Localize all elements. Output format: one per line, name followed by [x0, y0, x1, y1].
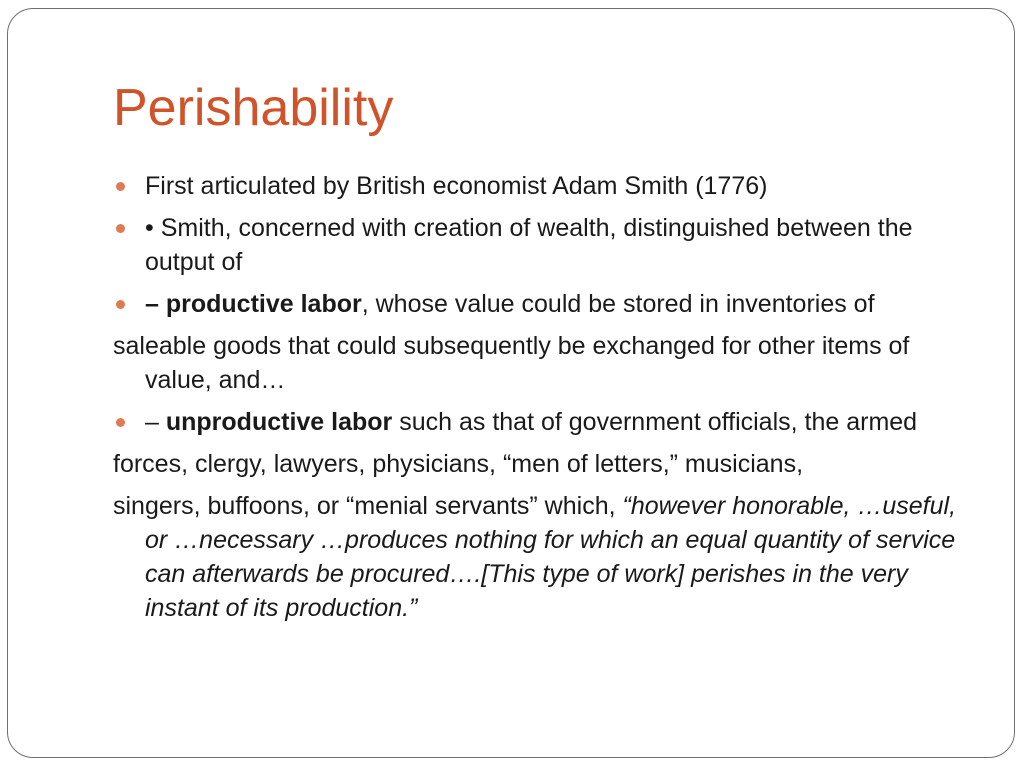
- bullet-item: [113, 169, 963, 203]
- slide-title: Perishability: [113, 79, 394, 137]
- bullet-dot-icon: [116, 182, 125, 191]
- bullet-text: such as that of government officials, the armed: [392, 408, 918, 436]
- bullet-item: [113, 211, 963, 279]
- bullet-dot-icon: [116, 224, 125, 233]
- slide-body: [113, 169, 963, 633]
- continuation-paragraph: [113, 329, 963, 397]
- bullet-text: First articulated by British economist Adam Smith (1776): [145, 172, 768, 200]
- bullet-lead: –: [145, 408, 166, 436]
- bullet-item: [113, 287, 963, 321]
- bullet-text: , whose value could be stored in inventories of: [361, 290, 875, 318]
- bullet-dot-icon: [116, 418, 125, 427]
- bold-term: – productive labor: [145, 290, 362, 318]
- paragraph-text: saleable goods that could subsequently be exchanged for other items of value, and…: [113, 332, 910, 394]
- continuation-paragraph: [113, 447, 963, 481]
- paragraph-text: forces, clergy, lawyers, physicians, “men of letters,” musicians,: [113, 450, 804, 478]
- quote-text: “however honorable, …useful, or …necessary …produces nothing for which an equal quantity of service can afterwards be procured….[This type of work] perishes in the very instant of its production.”: [145, 492, 957, 622]
- bullet-dot-icon: [116, 300, 125, 309]
- continuation-paragraph: [113, 489, 963, 625]
- bold-term: unproductive labor: [165, 408, 393, 436]
- bullet-text: • Smith, concerned with creation of wealth, distinguished between the output of: [145, 214, 913, 276]
- bullet-item: [113, 405, 963, 439]
- paragraph-text: singers, buffoons, or “menial servants” which,: [113, 492, 623, 520]
